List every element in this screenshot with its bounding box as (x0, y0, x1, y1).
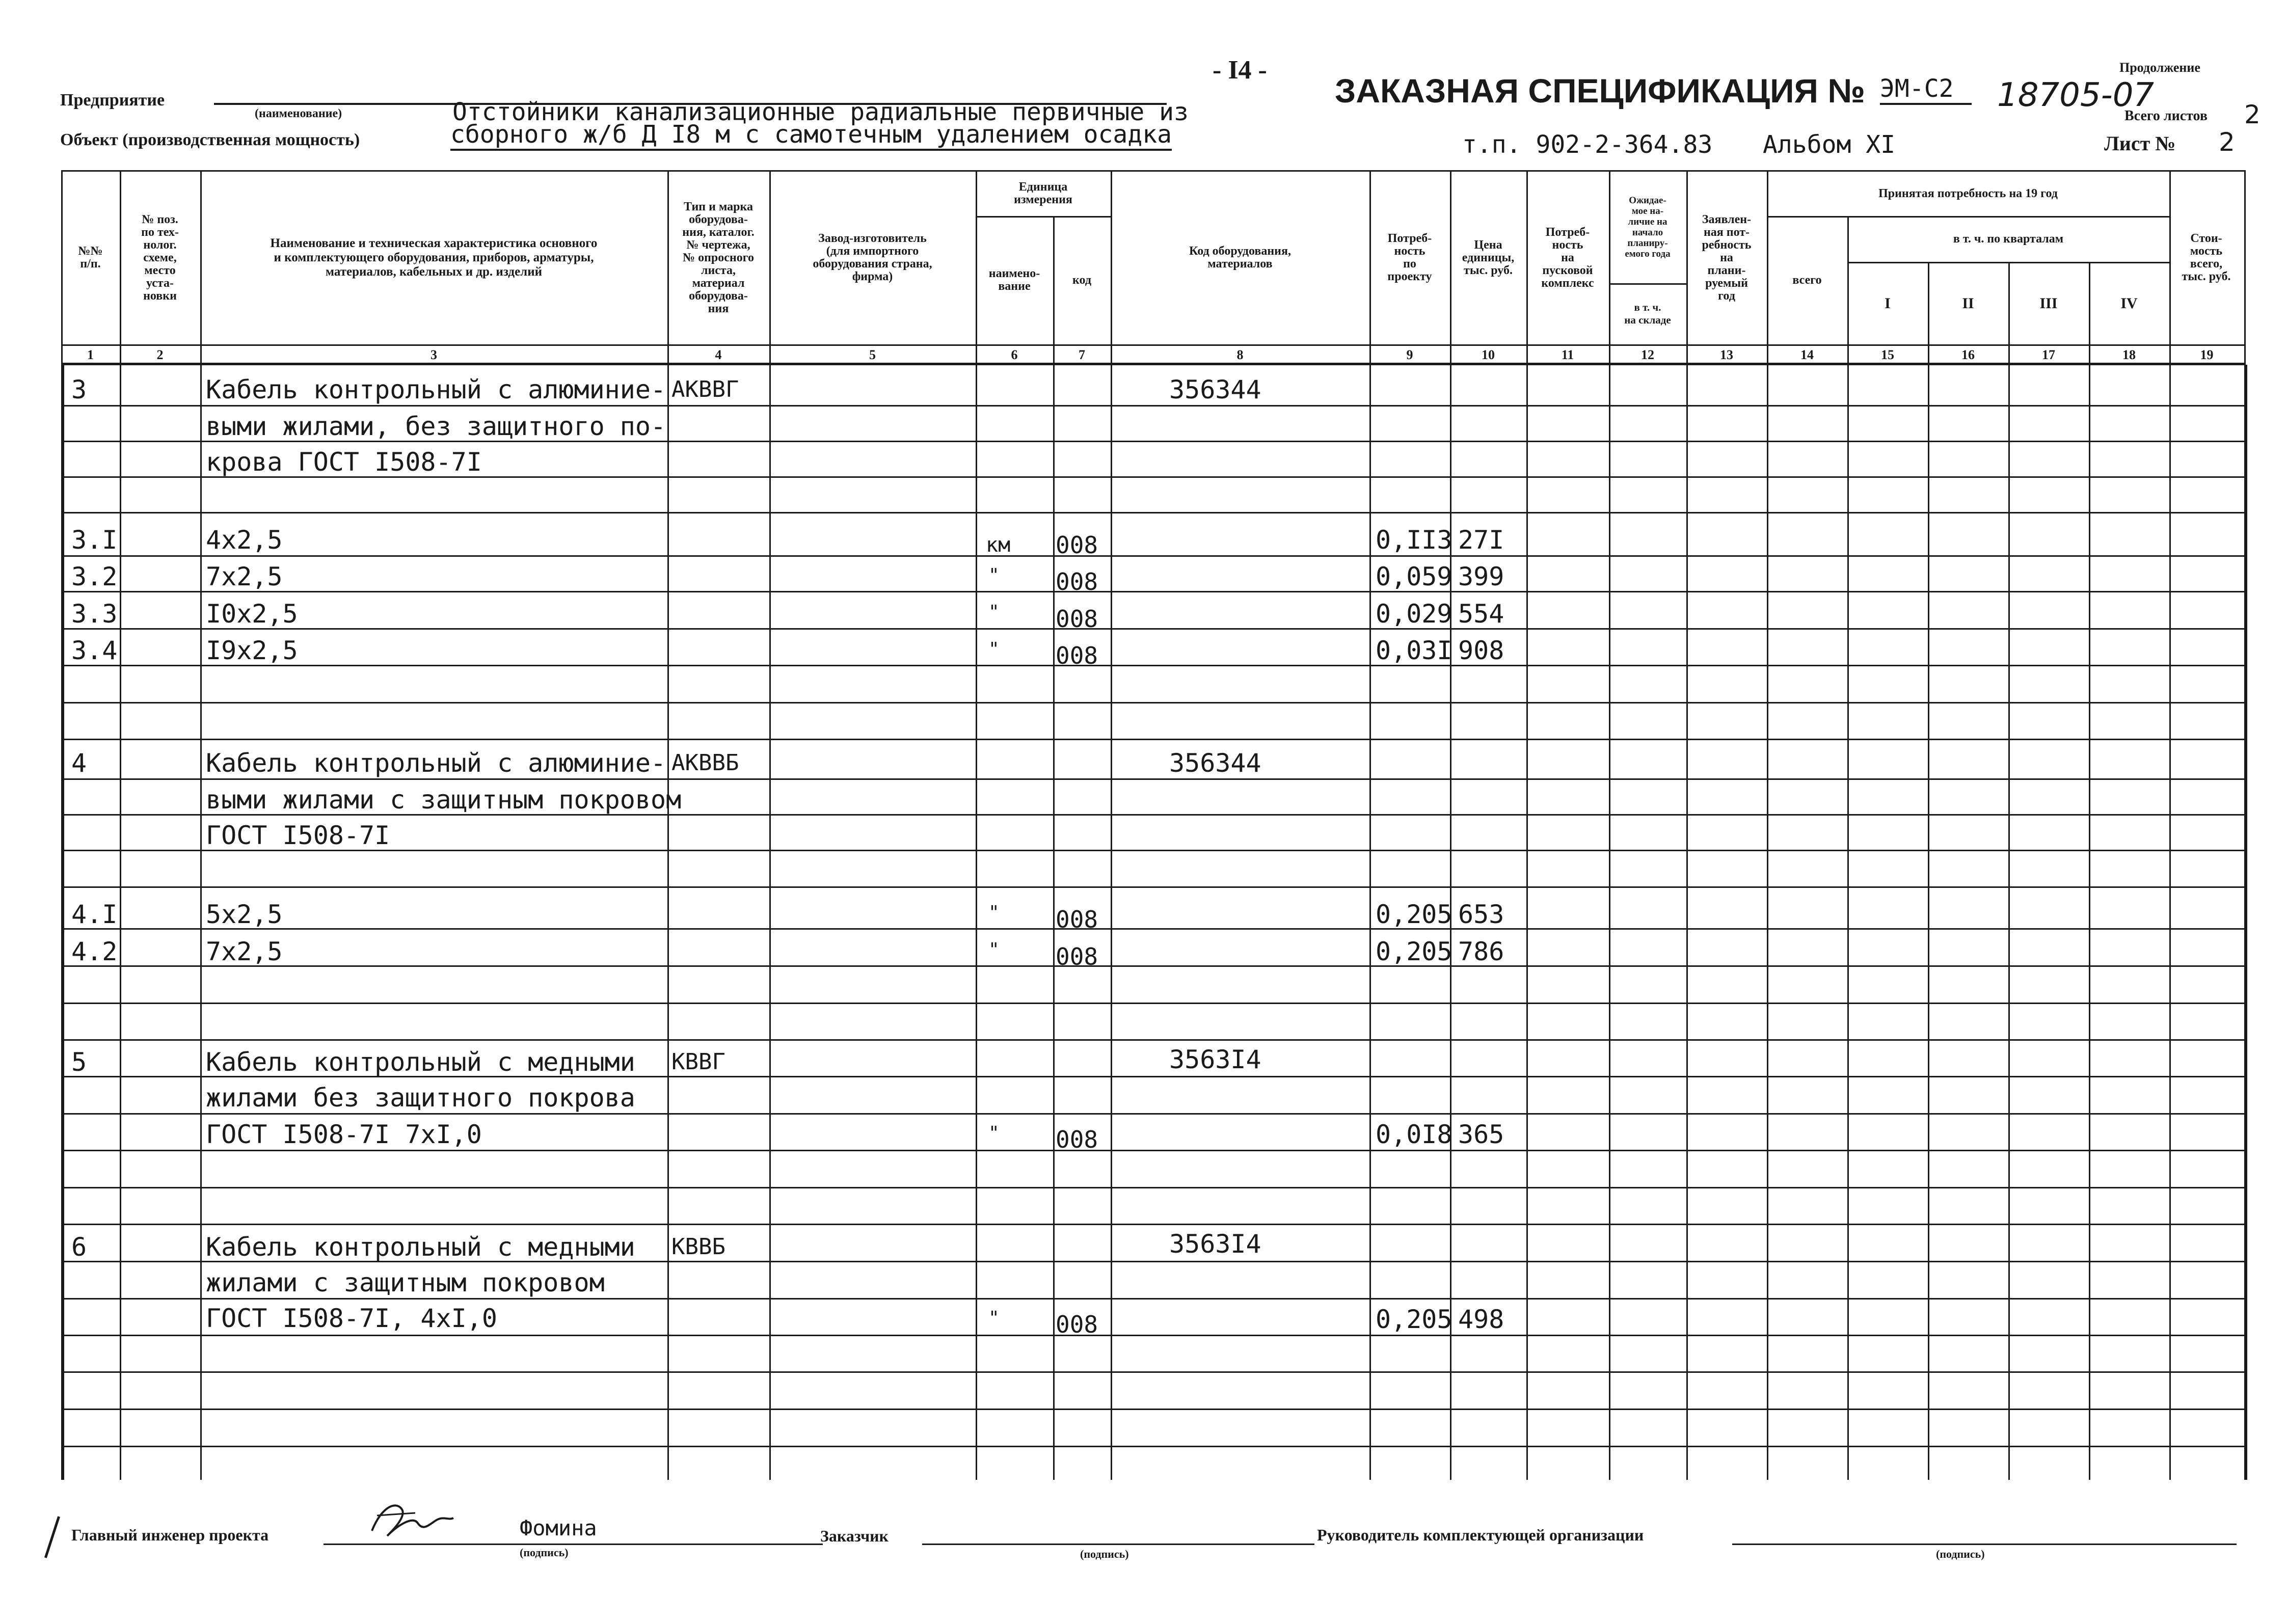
row-3-4-unit-code: 008 (1056, 642, 1098, 669)
row-3-1-unit-code: 008 (1056, 531, 1098, 559)
customer-label: Заказчик (820, 1527, 889, 1545)
column-number-14: 14 (1800, 347, 1814, 362)
row-3-name-line-1: Кабель контрольный с алюминие- (206, 375, 666, 404)
column-number-19: 19 (2200, 347, 2214, 362)
column-number-12: 12 (1641, 347, 1654, 362)
album-label: Альбом XI (1763, 130, 1896, 159)
column-number-17: 17 (2042, 347, 2055, 362)
handwritten-code: 18705-07 (1997, 76, 2155, 114)
row-4-1-number: 4.I (71, 900, 118, 929)
row-3-3-qty: 0,029 (1376, 599, 1452, 629)
row-3-2-name: 7x2,5 (206, 562, 283, 591)
column-number-1: 1 (87, 347, 94, 362)
col-header-7: код (1072, 273, 1091, 287)
row-4-1-unit-code: 008 (1056, 906, 1098, 933)
row-3-2-unit: " (988, 565, 1000, 586)
row-6-number: 6 (71, 1232, 87, 1262)
row-6-price: 498 (1458, 1305, 1504, 1334)
column-number-18: 18 (2122, 347, 2136, 362)
row-4-type: АКВВБ (671, 750, 739, 776)
col-header-6-7: Единица измерения (1014, 180, 1072, 206)
col-header-q1: I (1885, 294, 1891, 312)
row-4-2-unit-code: 008 (1056, 943, 1098, 970)
row-4-number: 4 (71, 748, 87, 778)
object-line-1: Отстойники канализационные радиальные первичные из (452, 98, 1189, 126)
row-4-2-unit: " (988, 939, 1000, 960)
row-6-name-line-1: Кабель контрольный с медными (206, 1232, 635, 1262)
row-3-1-price: 27I (1458, 525, 1504, 555)
sheets-total-label: Всего листов (2124, 108, 2208, 124)
col-header-q4: IV (2120, 294, 2138, 312)
col-header-12-top: Ожидае- мое на- личие на начало планиру- емого года (1625, 195, 1671, 259)
signature-caption-2: (подпись) (1080, 1548, 1129, 1560)
row-3-4-number: 3.4 (71, 636, 118, 665)
row-3-number: 3 (71, 375, 87, 404)
row-4-1-name: 5x2,5 (206, 900, 283, 929)
surname: Фомина (520, 1515, 597, 1540)
row-3-1-number: 3.I (71, 525, 118, 555)
row-3-4-price: 908 (1458, 636, 1504, 665)
row-3-2-unit-code: 008 (1056, 568, 1098, 596)
customer-line (922, 1544, 1314, 1545)
col-header-5: Завод-изготовитель (для импортного оборудования страна, фирма) (813, 232, 932, 283)
row-5-unit-code: 008 (1056, 1126, 1098, 1153)
continuation-label: Продолжение (2119, 60, 2200, 75)
row-5-name-line-2: жилами без защитного покрова (206, 1083, 635, 1113)
column-number-4: 4 (715, 347, 722, 362)
chief-engineer-line (324, 1544, 823, 1545)
row-5-type: КВВГ (671, 1049, 725, 1075)
row-4-2-qty: 0,205 (1376, 937, 1452, 966)
row-3-4-qty: 0,03I (1376, 636, 1452, 665)
enterprise-label: Предприятие (60, 91, 165, 110)
column-number-10: 10 (1482, 347, 1495, 362)
row-3-1-name: 4x2,5 (206, 525, 283, 555)
row-5-unit: " (988, 1123, 1000, 1144)
spec-number: ЭМ-С2 (1880, 74, 1972, 105)
col-header-q2: II (1962, 294, 1974, 312)
column-number-13: 13 (1720, 347, 1733, 362)
row-6-unit-code: 008 (1056, 1311, 1098, 1338)
row-3-3-unit-code: 008 (1056, 605, 1098, 633)
row-5-name-line-1: Кабель контрольный с медными (206, 1047, 635, 1077)
sheets-total-value: 2 (2244, 100, 2261, 129)
col-header-12-bottom: в т. ч. на складе (1624, 301, 1671, 326)
row-4-code: 356344 (1169, 748, 1261, 778)
row-3-name-line-2: выми жилами, без защитного по- (206, 412, 666, 441)
column-number-2: 2 (156, 347, 164, 362)
row-5-code: 3563I4 (1169, 1045, 1261, 1074)
row-4-name-line-1: Кабель контрольный с алюминие- (206, 748, 666, 778)
column-number-5: 5 (869, 347, 876, 362)
row-6-name-line-2: жилами с защитным покровом (206, 1268, 605, 1297)
row-3-2-number: 3.2 (71, 562, 118, 591)
row-3-4-name: I9x2,5 (206, 636, 298, 665)
row-3-3-name: I0x2,5 (206, 599, 298, 629)
col-header-14-18: Принятая потребность на 19 год (1878, 186, 2058, 200)
col-header-2: № поз. по тех- нолог. схеме, место уста- новки (141, 212, 179, 303)
row-4-1-qty: 0,205 (1376, 900, 1452, 929)
row-3-1-unit: км (986, 533, 1011, 557)
col-header-19: Стои- мость всего, тыс. руб. (2182, 232, 2231, 283)
column-number-6: 6 (1011, 347, 1018, 362)
project-code: т.п. 902-2-364.83 (1462, 130, 1713, 159)
row-6-unit: " (988, 1308, 1000, 1329)
column-number-3: 3 (431, 347, 437, 362)
footer-slash-mark (44, 1516, 60, 1558)
col-header-1: №№ п/п. (78, 245, 103, 270)
row-3-name-line-3: крова ГОСТ I508-7I (206, 447, 482, 477)
row-6-name-line-3: ГОСТ I508-7I, 4xI,0 (206, 1304, 497, 1333)
col-header-q3: III (2039, 294, 2058, 312)
row-3-code: 356344 (1169, 375, 1261, 404)
spec-title: ЗАКАЗНАЯ СПЕЦИФИКАЦИЯ № (1335, 72, 1865, 110)
col-header-4: Тип и марка оборудова- ния, каталог. № чертежа, № опросного листа, материал оборудова- ния (682, 200, 755, 315)
row-4-2-price: 786 (1458, 937, 1504, 966)
row-5-qty: 0,0I8 (1376, 1120, 1452, 1149)
head-line (1732, 1544, 2237, 1545)
row-3-1-qty: 0,II3 (1376, 525, 1452, 555)
chief-engineer-label: Главный инженер проекта (71, 1526, 269, 1544)
row-4-name-line-2: выми жилами с защитным покровом (206, 785, 682, 815)
col-header-9: Потреб- ность по проекту (1387, 232, 1432, 283)
row-5-number: 5 (71, 1047, 87, 1077)
column-number-8: 8 (1236, 347, 1244, 362)
page-number: - I4 - (1213, 56, 1267, 85)
head-label: Руководитель комплектующей организации (1317, 1526, 1644, 1544)
naming-caption: (наименование) (255, 107, 342, 120)
object-line-2: сборного ж/б Д I8 м с самотечным удалением осадка (450, 120, 1172, 151)
column-number-15: 15 (1881, 347, 1894, 362)
col-header-6: наимено- вание (988, 267, 1040, 293)
row-3-4-unit: " (988, 639, 1000, 660)
row-4-2-number: 4.2 (71, 937, 118, 966)
column-number-11: 11 (1561, 347, 1574, 362)
row-4-name-line-3: ГОСТ I508-7I (206, 821, 390, 850)
row-4-2-name: 7x2,5 (206, 937, 283, 966)
col-header-14: всего (1792, 273, 1822, 287)
col-header-13: Заявлен- ная пот- ребность на плани- руемый год (1702, 212, 1752, 303)
row-6-code: 3563I4 (1169, 1229, 1261, 1259)
row-5-name-line-3: ГОСТ I508-7I 7xI,0 (206, 1120, 482, 1149)
signature-caption-1: (подпись) (520, 1546, 569, 1559)
signature-caption-3: (подпись) (1936, 1548, 1985, 1560)
row-6-qty: 0,205 (1376, 1305, 1452, 1334)
row-3-type: АКВВГ (671, 376, 739, 402)
column-number-7: 7 (1079, 347, 1085, 362)
sheet-label: Лист № (2104, 132, 2176, 155)
col-header-8: Код оборудования, материалов (1189, 245, 1291, 270)
col-header-15-18: в т. ч. по кварталам (1953, 232, 2064, 246)
row-6-type: КВВБ (671, 1234, 725, 1260)
col-header-11: Потреб- ность на пусковой комплекс (1541, 225, 1594, 290)
signature (367, 1495, 459, 1544)
row-3-3-number: 3.3 (71, 599, 118, 629)
col-header-3: Наименование и техническая характеристика основного и комплектующего оборудования, приборов, арматуры, материалов, кабельных и др. изделий (270, 236, 598, 279)
row-4-1-unit: " (988, 902, 1000, 923)
row-5-price: 365 (1458, 1120, 1504, 1149)
col-header-10: Цена единицы, тыс. руб. (1462, 238, 1515, 277)
row-3-2-qty: 0,059 (1376, 562, 1452, 591)
column-number-9: 9 (1406, 347, 1413, 362)
column-number-16: 16 (1961, 347, 1975, 362)
row-3-3-unit: " (988, 602, 1000, 622)
row-3-2-price: 399 (1458, 562, 1504, 591)
object-label: Объект (производственная мощность) (60, 130, 360, 149)
row-4-1-price: 653 (1458, 900, 1504, 929)
row-3-3-price: 554 (1458, 599, 1504, 629)
sheet-value: 2 (2219, 127, 2235, 157)
